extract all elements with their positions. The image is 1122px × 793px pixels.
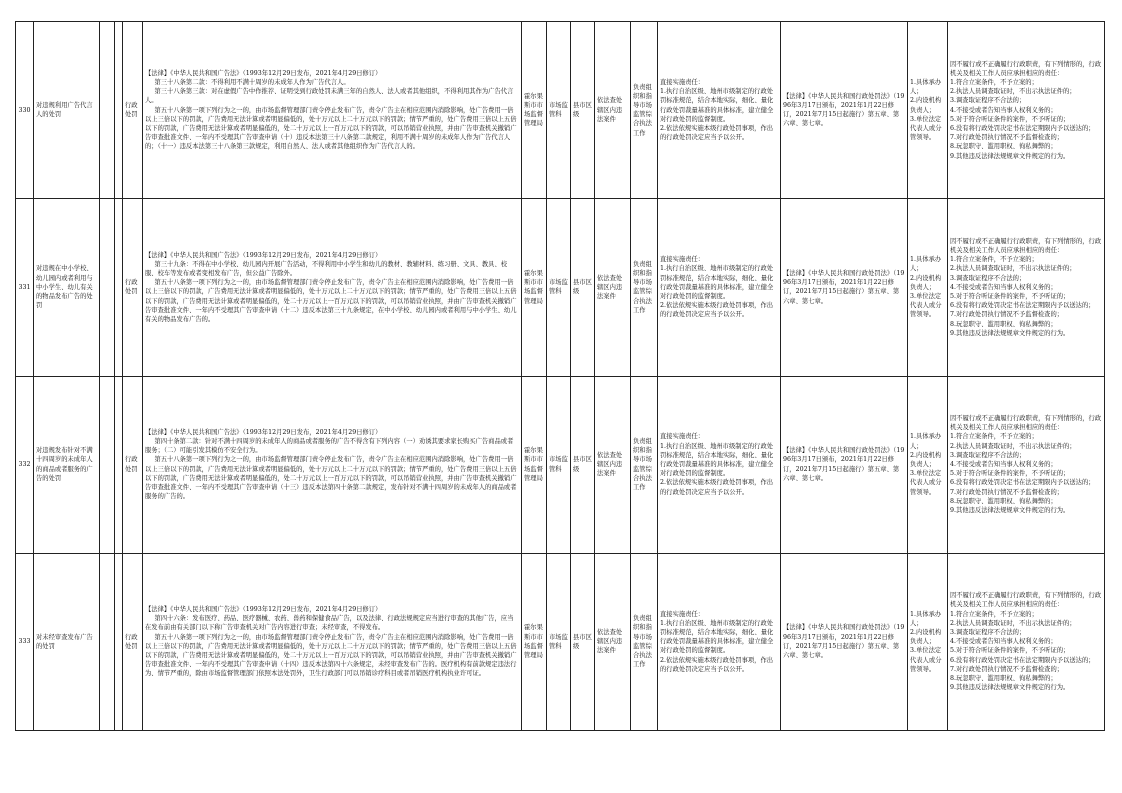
duty-item: 1.执行自治区级、地州市级制定的行政处罚标准规范，结合本地实际，细化、量化行政处罚裁量基准的具体标准，建立健全对行政处罚的监督制度。	[660, 442, 774, 478]
accountability-item: 7.对行政处罚执行情况不予监督检查的；	[950, 311, 1064, 319]
legal-basis-paragraph: 【法律】《中华人民共和国广告法》（1993年12月29日发布，2021年4月29日修订）	[145, 69, 382, 77]
accountability-item: 2.执法人员调查取证时，不出示执法证件的；	[950, 88, 1076, 96]
category-cell	[123, 22, 143, 199]
duty-title: 直接实施责任：	[660, 610, 705, 618]
enforcement-scope: 依法查处辖区内违法案件	[597, 274, 623, 300]
accountability-item: 6.没有将行政处罚决定书在法定期限内予以送达的；	[950, 656, 1095, 664]
responsible-person: 1.具体承办人；	[910, 78, 942, 96]
implementing-subject: 霍尔果斯市市场监督管理局	[524, 447, 543, 482]
category-cell	[123, 199, 143, 376]
enforcement-scope: 依法查处辖区内违法案件	[597, 97, 623, 123]
legal-basis-paragraph: 第三十九条：不得在中小学校、幼儿园内开展广告活动，不得利用中小学生和幼儿的教材、教辅材料、练习册、文具、教具、校服、校车等发布或者变相发布广告，但公益广告除外。	[145, 260, 508, 277]
duty-cell	[658, 553, 781, 730]
row-number-cell	[16, 22, 34, 199]
legal-basis-paragraph: 【法律】《中华人民共和国广告法》（1993年12月29日发布，2021年4月29日修订）	[145, 606, 382, 614]
blank-cell-a	[100, 553, 115, 730]
legal-basis-paragraph: 第五十八条第一项下列行为之一的，由市场监督管理部门责令停止发布广告，责令广告主在相应范围内消除影响，处广告费用一倍以上三倍以下的罚款，广告费用无法计算或者明显偏低的，处十万元以上二十万元以下的罚款；情节严重的，处广告费用三倍以上五倍以下的罚款，广告费用无法计算或者明显偏低的，处二十万元以上一百万元以下的罚款，可以吊销营业执照，并由广告审查机关撤销广告审查批准文件、一年内不受理其广告审查申请（十二）违反本法第三十九条规定，在中小学校、幼儿园内或者利用与中小学生、幼儿有关的物品发布广告的。	[145, 279, 517, 323]
accountability-item: 8.玩忽职守、滥用职权、徇私舞弊的；	[950, 320, 1057, 328]
duty-item: 1.执行自治区级、地州市级制定的行政处罚标准规范，结合本地实际，细化、量化行政处罚裁量基准的具体标准，建立健全对行政处罚的监督制度。	[660, 88, 774, 123]
blank-cell-b	[115, 199, 123, 376]
duty-item: 1.执行自治区级、地州市级制定的行政处罚标准规范，结合本地实际，细化、量化行政处罚裁量基准的具体标准，建立健全对行政处罚的监督制度。	[660, 619, 774, 655]
blank-cell-b	[115, 22, 123, 199]
department-cell	[547, 199, 571, 376]
law-cell	[781, 199, 908, 376]
item-name-cell	[34, 376, 100, 553]
implementing-subject: 霍尔果斯市市场监督管理局	[524, 624, 543, 660]
accountability-item: 5.对于符合听证条件的案件，不予听证的；	[950, 647, 1070, 655]
accountability-item: 因不履行或不正确履行行政职责，有下列情形的，行政机关及相关工作人员应承担相应的责任：	[950, 237, 1102, 254]
accountability-item: 3.调查取证程序不合法的；	[950, 274, 1026, 282]
responsible-person: 2.内设机构负责人；	[910, 274, 942, 291]
accountability-item: 8.玩忽职守、滥用职权、徇私舞弊的；	[950, 143, 1057, 151]
principle-cell	[631, 199, 658, 376]
responsible-person: 1.具体承办人；	[910, 610, 942, 627]
accountability-law: 【法律】《中华人民共和国行政处罚法》（1996年3月17日颁布，2021年1月22日修订，2021年7月15日起施行）第五章、第六章、第七章。	[783, 624, 905, 660]
accountability-item: 6.没有将行政处罚决定书在法定期限内予以送达的；	[950, 302, 1095, 310]
responsible-person: 2.内设机构负责人；	[910, 451, 942, 469]
blank-cell-a	[100, 22, 115, 199]
department-cell	[547, 22, 571, 199]
accountability-item: 2.执法人员调查取证时，不出示执法证件的；	[950, 619, 1076, 627]
legal-basis-paragraph: 第五十八条第一项下列行为之一的，由市场监督管理部门责令停止发布广告，责令广告主在相应范围内消除影响，处广告费用一倍以上三倍以下的罚款，广告费用无法计算或者明显偏低的，处十万元以上二十万元以下的罚款；情节严重的，处广告费用三倍以上五倍以下的罚款，广告费用无法计算或者明显偏低的，处二十万元以上一百万元以下的罚款，可以吊销营业执照，并由广告审查机关撤销广告审查批准文件、一年内不受理其广告审查申请（十）违反本法第三十八条第二款规定，利用不满十周岁的未成年人作为广告代言人的；（十一）违反本法第三十八条第三款规定，利用自然人、法人或者其他组织作为广告代言人的。	[145, 106, 517, 151]
accountability-cell	[948, 376, 1105, 553]
accountability-cell	[948, 22, 1105, 199]
exercise-level: 县市区级	[573, 101, 592, 119]
legal-basis-cell	[143, 376, 522, 553]
department-cell	[547, 553, 571, 730]
accountability-item: 3.调查取证程序不合法的；	[950, 629, 1026, 637]
accountability-cell	[948, 199, 1105, 376]
accountability-item: 3.调查取证程序不合法的；	[950, 451, 1026, 459]
level-cell	[571, 553, 595, 730]
row-number: 331	[18, 283, 31, 291]
exercise-level: 县市区级	[573, 633, 592, 650]
item-name-cell	[34, 553, 100, 730]
category-cell	[123, 553, 143, 730]
responsible-person: 3.单位法定代表人或分管领导。	[910, 292, 942, 319]
accountability-item: 9.其他违反法律法规规章文件规定的行为。	[950, 152, 1070, 160]
category-cell	[123, 376, 143, 553]
accountability-item: 9.其他违反法律法规规章文件规定的行为。	[950, 507, 1070, 515]
accountability-item: 4.不接受或者告知当事人权利义务的；	[950, 461, 1057, 469]
department: 市场监管科	[549, 279, 568, 296]
accountability-item: 5.对于符合听证条件的案件，不予听证的；	[950, 292, 1070, 300]
blank-cell-a	[100, 376, 115, 553]
blank-cell-b	[115, 553, 123, 730]
duty-title: 直接实施责任：	[660, 78, 705, 86]
legal-basis-cell	[143, 199, 522, 376]
level-cell	[571, 22, 595, 199]
item-category: 行政处罚	[125, 279, 138, 296]
row-number: 330	[18, 106, 31, 114]
responsible-person: 1.具体承办人；	[910, 256, 942, 273]
accountability-item: 3.调查取证程序不合法的；	[950, 97, 1026, 105]
legal-basis-paragraph: 第三十八条第二款：不得利用不满十周岁的未成年人作为广告代言人。	[154, 78, 350, 86]
row-number: 333	[18, 638, 31, 646]
scope-cell	[595, 376, 631, 553]
responsible-person: 1.具体承办人；	[910, 433, 942, 450]
accountability-item: 2.执法人员调查取证时，不出示执法证件的；	[950, 442, 1076, 450]
subject-cell	[522, 376, 547, 553]
accountability-law: 【法律】《中华人民共和国行政处罚法》（1996年3月17日颁布，2021年1月22日修订，2021年7月15日起施行）第五章、第六章、第七章。	[783, 269, 905, 305]
row-number-cell	[16, 376, 34, 553]
blank-cell-b	[115, 376, 123, 553]
table-row	[16, 199, 1105, 376]
accountability-item: 9.其他违反法律法规规章文件规定的行为。	[950, 329, 1070, 337]
responsible-person: 3.单位法定代表人或分管领导。	[910, 647, 942, 673]
accountability-item: 6.没有将行政处罚决定书在法定期限内予以送达的；	[950, 479, 1095, 487]
accountability-item: 因不履行或不正确履行行政职责，有下列情形的，行政机关及相关工作人员应承担相应的责任：	[950, 592, 1102, 609]
responsible-person: 2.内设机构负责人；	[910, 97, 942, 114]
principle-cell	[631, 22, 658, 199]
legal-basis-paragraph: 【法律】《中华人民共和国广告法》（1993年12月29日发布，2021年4月29日修订）	[145, 428, 382, 436]
department: 市场监管科	[549, 456, 568, 473]
responsible-cell	[908, 553, 948, 730]
row-number: 332	[18, 461, 31, 469]
guidance-responsibility: 负责组织和指导市场监管综合执法工作	[633, 83, 652, 137]
principle-cell	[631, 553, 658, 730]
responsibility-table	[15, 21, 1105, 731]
law-cell	[781, 376, 908, 553]
subject-cell	[522, 22, 547, 199]
accountability-item: 因不履行或不正确履行行政职责，有下列情形的，行政机关及相关工作人员应承担相应的责任：	[950, 60, 1102, 77]
accountability-item: 7.对行政处罚执行情况不予监督检查的；	[950, 665, 1064, 673]
accountability-item: 2.执法人员调查取证时，不出示执法证件的；	[950, 265, 1076, 273]
duty-item: 2.依法依规实施本级行政处罚事项，作出的行政处罚决定应当予以公开。	[660, 479, 774, 496]
row-number-cell	[16, 199, 34, 376]
responsible-cell	[908, 376, 948, 553]
accountability-law: 【法律】《中华人民共和国行政处罚法》（1996年3月17日颁布，2021年1月22日修订，2021年7月15日起施行）第五章、第六章、第七章。	[783, 447, 905, 482]
department: 市场监管科	[549, 101, 568, 119]
legal-basis-paragraph: 第三十八条第三款：对在虚假广告中作推荐、证明受到行政处罚未满三年的自然人、法人或者其他组织，不得利用其作为广告代言人。	[145, 88, 514, 105]
duty-cell	[658, 376, 781, 553]
item-name-cell	[34, 199, 100, 376]
legal-basis-cell	[143, 553, 522, 730]
item-name: 对未经审查发布广告的处罚	[36, 633, 93, 650]
law-cell	[781, 22, 908, 199]
principle-cell	[631, 376, 658, 553]
table-row	[16, 376, 1105, 553]
duty-item: 1.执行自治区级、地州市级制定的行政处罚标准规范，结合本地实际，细化、量化行政处罚裁量基准的具体标准，建立健全对行政处罚的监督制度。	[660, 265, 774, 300]
enforcement-scope: 依法查处辖区内违法案件	[597, 629, 623, 655]
accountability-item: 9.其他违反法律法规规章文件规定的行为。	[950, 684, 1070, 692]
table-row	[16, 553, 1105, 730]
accountability-cell	[948, 553, 1105, 730]
accountability-item: 因不履行或不正确履行行政职责，有下列情形的，行政机关及相关工作人员应承担相应的责任：	[950, 415, 1102, 432]
accountability-item: 5.对于符合听证条件的案件，不予听证的；	[950, 470, 1070, 478]
table-row	[16, 22, 1105, 199]
legal-basis-paragraph: 第四十六条：发布医疗、药品、医疗器械、农药、兽药和保健食品广告，以及法律、行政法规规定应当进行审查的其他广告，应当在发布前由有关部门以下称广告审查机关对广告内容进行审查；未经审查，不得发布。	[145, 615, 514, 632]
duty-title: 直接实施责任：	[660, 256, 705, 264]
responsible-person: 3.单位法定代表人或分管领导。	[910, 115, 942, 142]
level-cell	[571, 376, 595, 553]
guidance-responsibility: 负责组织和指导市场监管综合执法工作	[633, 260, 652, 314]
exercise-level: 县市区级	[573, 456, 592, 473]
accountability-item: 1.符合立案条件，不予立案的；	[950, 433, 1038, 441]
legal-basis-paragraph: 【法律】《中华人民共和国广告法》（1993年12月29日发布，2021年4月29日修订）	[145, 251, 382, 259]
accountability-item: 8.玩忽职守、滥用职权、徇私舞弊的；	[950, 497, 1057, 505]
duty-cell	[658, 22, 781, 199]
responsible-person: 2.内设机构负责人；	[910, 629, 942, 646]
accountability-item: 4.不接受或者告知当事人权利义务的；	[950, 106, 1057, 114]
responsible-cell	[908, 199, 948, 376]
accountability-item: 7.对行政处罚执行情况不予监督检查的；	[950, 488, 1064, 496]
blank-cell-a	[100, 199, 115, 376]
row-number-cell	[16, 553, 34, 730]
accountability-item: 1.符合立案条件，不予立案的；	[950, 256, 1038, 264]
guidance-responsibility: 负责组织和指导市场监管综合执法工作	[633, 615, 652, 669]
legal-basis-paragraph: 第五十八条第一项下列行为之一的，由市场监督管理部门责令停止发布广告，责令广告主在相应范围内消除影响，处广告费用一倍以上三倍以下的罚款，广告费用无法计算或者明显偏低的，处十万元以上二十万元以下的罚款；情节严重的，处广告费用三倍以上五倍以下的罚款，广告费用无法计算或者明显偏低的，处二十万元以上一百万元以下的罚款，可以吊销营业执照，并由广告审查机关撤销广告审查批准文件、一年内不受理其广告审查申请（十三）违反本法第四十条第二款规定，发布针对不满十四周岁的未成年人的商品或者服务的广告的。	[145, 456, 517, 501]
legal-basis-paragraph: 第四十条第二款：针对不满十四周岁的未成年人的商品或者服务的广告不得含有下列内容（一）劝诱其要求家长购买广告商品或者服务；（二）可能引发其模仿不安全行为。	[145, 438, 514, 455]
duty-item: 2.依法依规实施本级行政处罚事项，作出的行政处罚决定应当予以公开。	[660, 124, 774, 142]
responsible-cell	[908, 22, 948, 199]
accountability-item: 6.没有将行政处罚决定书在法定期限内予以送达的；	[950, 124, 1095, 132]
accountability-item: 1.符合立案条件，不予立案的；	[950, 610, 1038, 618]
duty-item: 2.依法依规实施本级行政处罚事项，作出的行政处罚决定应当予以公开。	[660, 656, 774, 673]
duty-cell	[658, 199, 781, 376]
duty-title: 直接实施责任：	[660, 433, 705, 441]
guidance-responsibility: 负责组织和指导市场监管综合执法工作	[633, 438, 652, 492]
level-cell	[571, 199, 595, 376]
responsible-person: 3.单位法定代表人或分管领导。	[910, 470, 942, 496]
accountability-item: 7.对行政处罚执行情况不予监督检查的；	[950, 134, 1064, 142]
department-cell	[547, 376, 571, 553]
item-category: 行政处罚	[125, 633, 138, 650]
implementing-subject: 霍尔果斯市市场监督管理局	[524, 269, 543, 305]
item-name: 对违规发布针对不满十四周岁的未成年人的商品或者服务的广告的处罚	[36, 447, 93, 482]
duty-item: 2.依法依规实施本级行政处罚事项，作出的行政处罚决定应当予以公开。	[660, 302, 774, 319]
legal-basis-paragraph: 第五十八条第一项下列行为之一的，由市场监督管理部门责令停止发布广告，责令广告主在相应范围内消除影响，处广告费用一倍以上三倍以下的罚款，广告费用无法计算或者明显偏低的，处十万元以上二十万元以下的罚款；情节严重的，处广告费用三倍以上五倍以下的罚款，广告费用无法计算或者明显偏低的，处二十万元以上一百万元以下的罚款，可以吊销营业执照，并由广告审查机关撤销广告审查批准文件、一年内不受理其广告审查申请（十四）违反本法第四十六条规定，未经审查发布广告的。医疗机构有前款规定违法行为、情节严重的，除由市场监督管理部门依照本法处罚外，卫生行政部门可以吊销诊疗科目或者吊销医疗机构执业许可证。	[145, 633, 517, 678]
accountability-item: 1.符合立案条件，不予立案的；	[950, 78, 1038, 86]
accountability-item: 5.对于符合听证条件的案件，不予听证的；	[950, 115, 1070, 123]
law-cell	[781, 553, 908, 730]
accountability-item: 8.玩忽职守、滥用职权、徇私舞弊的；	[950, 675, 1057, 683]
enforcement-scope: 依法查处辖区内违法案件	[597, 451, 623, 478]
department: 市场监管科	[549, 633, 568, 650]
exercise-level: 县市区级	[573, 279, 592, 296]
item-category: 行政处罚	[125, 456, 138, 473]
item-name: 对违规在中小学校、幼儿园内或者利用与中小学生、幼儿有关的物品发布广告的处罚	[36, 265, 93, 310]
subject-cell	[522, 553, 547, 730]
scope-cell	[595, 199, 631, 376]
item-category: 行政处罚	[125, 101, 138, 119]
item-name: 对违规利用广告代言人的处罚	[36, 101, 93, 119]
accountability-law: 【法律】《中华人民共和国行政处罚法》（1996年3月17日颁布，2021年1月22日修订，2021年7月15日起施行）第五章、第六章、第七章。	[783, 92, 905, 128]
accountability-item: 4.不接受或者告知当事人权利义务的；	[950, 283, 1057, 291]
implementing-subject: 霍尔果斯市市场监督管理局	[524, 92, 543, 128]
scope-cell	[595, 553, 631, 730]
table-body	[16, 22, 1105, 731]
item-name-cell	[34, 22, 100, 199]
subject-cell	[522, 199, 547, 376]
scope-cell	[595, 22, 631, 199]
legal-basis-cell	[143, 22, 522, 199]
accountability-item: 4.不接受或者告知当事人权利义务的；	[950, 638, 1057, 646]
